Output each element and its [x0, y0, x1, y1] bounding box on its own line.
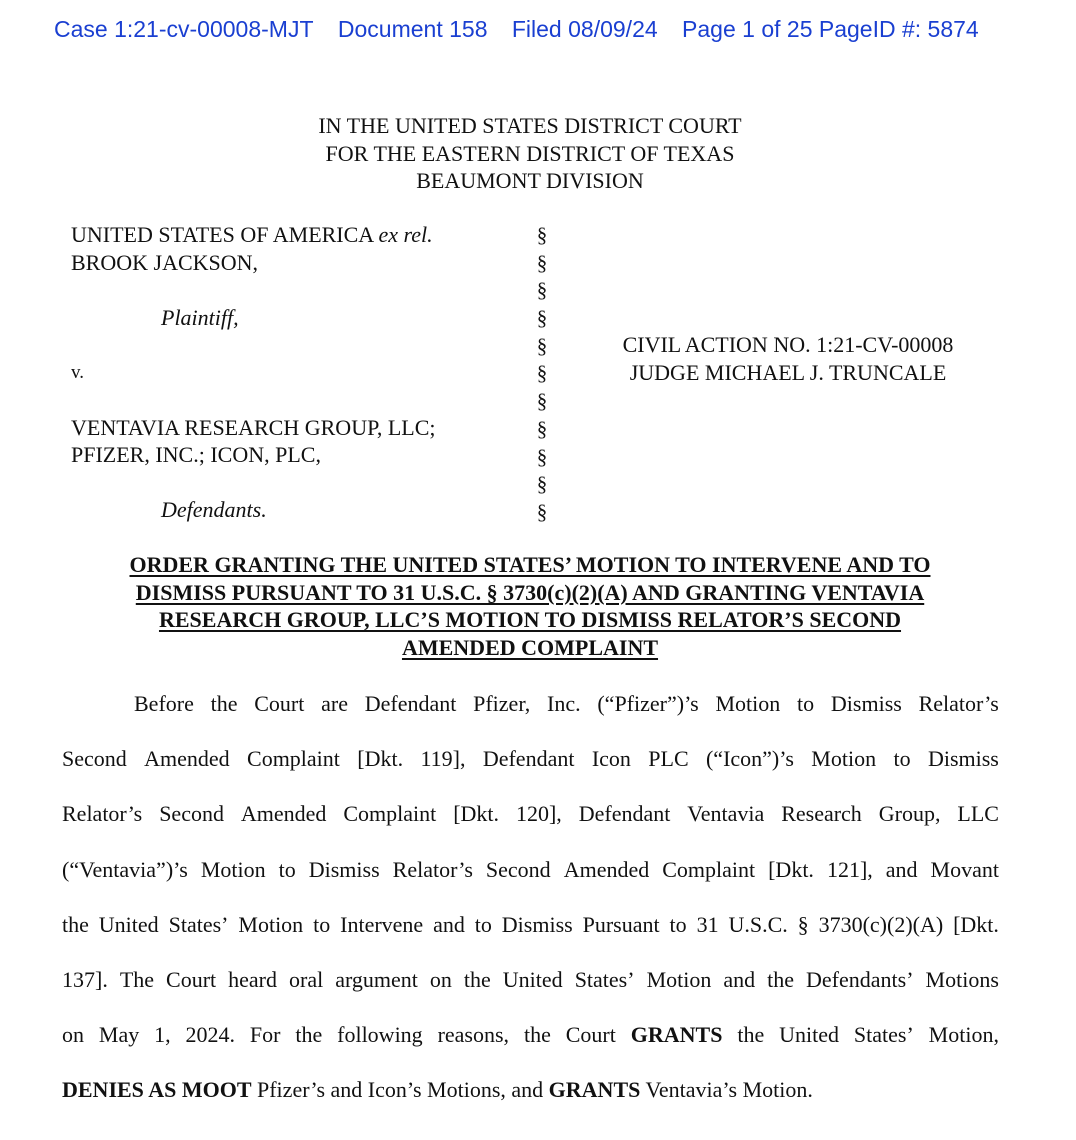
section-symbol: § — [536, 306, 548, 331]
denies-as-moot-emphasis: DENIES AS MOOT — [62, 1077, 252, 1103]
defendant-name-line-1: VENTAVIA RESEARCH GROUP, LLC; — [71, 414, 436, 440]
body-line-3: Relator’s Second Amended Complaint [Dkt. 120], Defendant Ventavia Research Group, LLC — [62, 801, 999, 827]
plaintiff-name-line-1: UNITED STATES OF AMERICA ex rel. — [71, 222, 433, 247]
body-line-2: Second Amended Complaint [Dkt. 119], Defendant Icon PLC (“Icon”)’s Motion to Dismiss — [62, 746, 999, 772]
section-symbol: § — [536, 389, 548, 414]
court-line-2: FOR THE EASTERN DISTRICT OF TEXAS — [325, 140, 735, 166]
civil-action-number: CIVIL ACTION NO. 1:21-CV-00008 — [622, 332, 954, 357]
body-line-6: 137]. The Court heard oral argument on the United States’ Motion and the Defendants’ Motions — [62, 966, 999, 992]
grants-emphasis: GRANTS — [630, 1022, 723, 1048]
plaintiff-name-line-2: BROOK JACKSON, — [71, 249, 259, 275]
order-body-paragraph — [62, 688, 999, 1130]
case-number-block — [590, 331, 986, 387]
section-symbol: § — [536, 223, 548, 247]
body-line-1: Before the Court are Defendant Pfizer, Inc. (“Pfizer”)’s Motion to Dismiss Relator’s — [134, 691, 999, 716]
order-title-line-3: RESEARCH GROUP, LLC’S MOTION TO DISMISS RELATOR’S SECOND — [158, 607, 902, 632]
case-caption-parties — [71, 221, 436, 524]
defendant-role: Defendants. — [161, 497, 267, 522]
body-line-8: DENIES AS MOOT Pfizer’s and Icon’s Motions, and GRANTS Ventavia’s Motion. — [62, 1077, 813, 1103]
body-line-4: (“Ventavia”)’s Motion to Dismiss Relator’s Second Amended Complaint [Dkt. 121], and Movant — [62, 856, 999, 882]
section-symbol: § — [536, 472, 548, 497]
page-id: Page 1 of 25 PageID #: 5874 — [682, 16, 979, 42]
versus: v. — [71, 361, 85, 383]
defendant-name-line-2: PFIZER, INC.; ICON, PLC, — [71, 442, 321, 467]
court-line-1: IN THE UNITED STATES DISTRICT COURT — [318, 113, 742, 138]
court-heading — [0, 112, 1060, 195]
section-symbol: § — [536, 361, 548, 386]
order-title — [60, 551, 1000, 661]
section-symbol-column — [535, 222, 549, 527]
section-symbol: § — [536, 333, 548, 358]
order-title-line-4: AMENDED COMPLAINT — [401, 634, 659, 660]
ecf-header — [54, 16, 997, 43]
section-symbol: § — [536, 444, 548, 469]
section-symbol: § — [536, 278, 548, 303]
order-title-line-2: DISMISS PURSUANT TO 31 U.S.C. § 3730(c)(2)(A) AND GRANTING VENTAVIA — [135, 579, 925, 605]
section-symbol: § — [536, 416, 548, 441]
court-line-3: BEAUMONT DIVISION — [416, 168, 644, 193]
document-number: Document 158 — [337, 16, 488, 42]
judge-name: JUDGE MICHAEL J. TRUNCALE — [629, 360, 947, 385]
section-symbol: § — [536, 250, 548, 275]
order-title-line-1: ORDER GRANTING THE UNITED STATES’ MOTION TO INTERVENE AND TO — [129, 552, 931, 577]
grants-emphasis: GRANTS — [548, 1077, 641, 1103]
body-line-7: on May 1, 2024. For the following reasons, the Court GRANTS the United States’ Motion, — [62, 1019, 999, 1074]
case-number: Case 1:21-cv-00008-MJT — [54, 16, 314, 42]
plaintiff-role: Plaintiff, — [161, 304, 239, 330]
filed-date: Filed 08/09/24 — [511, 16, 658, 42]
section-symbol: § — [536, 499, 548, 524]
body-line-5: the United States’ Motion to Intervene and to Dismiss Pursuant to 31 U.S.C. § 3730(c)(2)(A) [Dkt. — [62, 911, 999, 937]
